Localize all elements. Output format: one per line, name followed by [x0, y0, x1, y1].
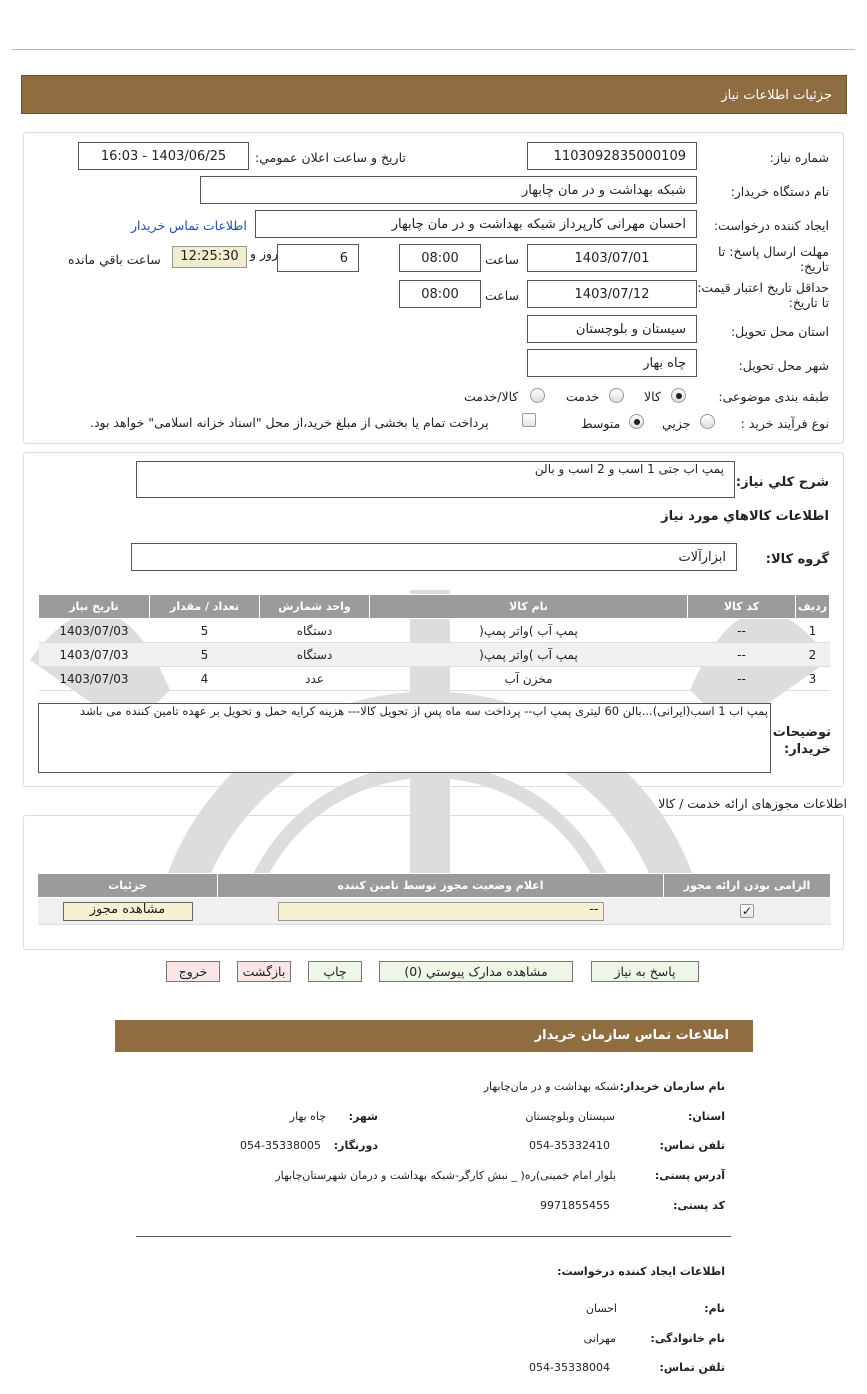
cell-code: --	[688, 619, 796, 643]
cell-code: --	[688, 643, 796, 667]
col-permit-status: اعلام وضعیت مجوز توسط تامین کننده	[218, 874, 664, 898]
reply-button[interactable]: پاسخ به نیاز	[591, 961, 699, 982]
cell-date: 1403/07/03	[39, 667, 150, 691]
back-button[interactable]: بازگشت	[237, 961, 291, 982]
phone-value: 054-35332410	[529, 1139, 610, 1152]
province-label: استان محل تحویل:	[730, 324, 829, 339]
city-label: شهر محل تحویل:	[738, 358, 829, 373]
contact-header: اطلاعات تماس سازمان خریدار	[115, 1020, 753, 1052]
buyer-notes-label: توضیحات خریدار:	[772, 725, 831, 757]
name-label: نام:	[704, 1302, 725, 1315]
process-label: نوع فرآیند خرید :	[740, 416, 829, 431]
creator-field: احسان مهرانی کارپرداز شبکه بهداشت و در مان چابهار	[255, 210, 697, 238]
process-medium-radio[interactable]	[629, 414, 644, 429]
buyer-contact-link[interactable]: اطلاعات تماس خریدار	[131, 218, 247, 233]
validity-label: حداقل تاریخ اعتبار قیمت: تا تاریخ:	[697, 280, 829, 310]
cell-qty: 5	[150, 643, 260, 667]
table-row	[39, 619, 830, 643]
creator-phone-label: تلفن تماس:	[659, 1361, 725, 1374]
creator-info-title: اطلاعات ایجاد کننده درخواست:	[557, 1265, 725, 1278]
process-partial-label: جزیي	[662, 416, 691, 431]
col-unit: واحد شمارش	[260, 595, 370, 619]
print-button[interactable]: چاپ	[308, 961, 362, 982]
buyer-notes-field: پمپ اب 1 اسب(ایرانی)...بالن 60 لیتری پمپ اب-- پرداخت سه ماه پس از تحویل کالا--- هزینه کرایه حمل و تحویل بر عهده تامین کننده می باشد	[38, 703, 771, 773]
treasury-checkbox[interactable]	[522, 413, 536, 427]
goods-group-label: گروه کالا:	[765, 552, 829, 567]
col-date: تاریخ نیاز	[39, 595, 150, 619]
deadline-label: مهلت ارسال پاسخ: تا تاریخ:	[718, 244, 829, 274]
col-code: کد کالا	[688, 595, 796, 619]
goods-info-heading: اطلاعات کالاهاي مورد نیاز	[661, 509, 829, 524]
cell-code: --	[688, 667, 796, 691]
validity-time-label: ساعت	[485, 288, 520, 303]
category-both-radio[interactable]	[530, 388, 545, 403]
goods-table	[38, 594, 830, 691]
permit-required-checkbox[interactable]: ✓	[741, 904, 753, 918]
creator-label: ایجاد کننده درخواست:	[713, 218, 829, 233]
deadline-time-label: ساعت	[485, 252, 520, 267]
city-field: چاه بهار	[527, 349, 697, 377]
creator-phone-value: 054-35338004	[529, 1361, 610, 1374]
need-number-label: شماره نیاز:	[769, 150, 829, 165]
goods-group-field: ابزارآلات	[131, 543, 737, 571]
attachments-button[interactable]: مشاهده مدارک پیوستي (0)	[379, 961, 573, 982]
cell-date: 1403/07/03	[39, 619, 150, 643]
permits-table	[37, 873, 831, 925]
validity-time-field: 08:00	[399, 280, 481, 308]
top-divider	[12, 49, 855, 50]
cell-qty: 5	[150, 619, 260, 643]
cell-row: 1	[796, 619, 830, 643]
days-field: 6	[277, 244, 359, 272]
countdown-timer: 12:25:30	[172, 246, 247, 268]
view-permit-button[interactable]: مشاهده مجوز	[63, 902, 193, 921]
category-service-radio[interactable]	[609, 388, 624, 403]
name-value: احسان	[585, 1302, 617, 1315]
permit-details-cell	[38, 898, 218, 925]
province-field: سیستان و بلوچستان	[527, 315, 697, 343]
need-number-field: 1103092835000109	[527, 142, 697, 170]
col-permit-required: الزامی بودن ارائه مجوز	[664, 874, 831, 898]
table-row	[39, 667, 830, 691]
category-label: طبقه بندی موضوعی:	[718, 389, 829, 404]
cell-date: 1403/07/03	[39, 643, 150, 667]
cell-row: 3	[796, 667, 830, 691]
cell-unit: دستگاه	[260, 619, 370, 643]
address-label: آدرس پستی:	[654, 1169, 725, 1182]
exit-button[interactable]: خروج	[166, 961, 220, 982]
validity-date-field: 1403/07/12	[527, 280, 697, 308]
col-name: نام کالا	[370, 595, 688, 619]
deadline-date-field: 1403/07/01	[527, 244, 697, 272]
postal-label: کد پستی:	[673, 1199, 725, 1212]
deadline-time-field: 08:00	[399, 244, 481, 272]
cell-name: پمپ آب )واتر پمپ(	[370, 619, 688, 643]
postal-value: 9971855455	[540, 1199, 610, 1212]
cell-qty: 4	[150, 667, 260, 691]
treasury-note: پرداخت تمام یا بخشی از مبلغ خرید،از محل "اسناد خزانه اسلامی" خواهد بود.	[90, 415, 489, 430]
col-row: رديف	[796, 595, 830, 619]
permit-status-cell	[218, 898, 664, 925]
phone-label: تلفن تماس:	[659, 1139, 725, 1152]
contact-divider	[136, 1236, 731, 1237]
cell-unit: دستگاه	[260, 643, 370, 667]
city-contact-label: شهر:	[348, 1110, 378, 1123]
city-contact-value: چاه بهار	[289, 1110, 326, 1123]
category-service-label: خدمت	[566, 389, 600, 404]
category-goods-label: کالا	[644, 389, 661, 404]
category-both-label: کالا/خدمت	[464, 389, 519, 404]
fax-value: 054-35338005	[240, 1139, 321, 1152]
family-value: مهرانی	[583, 1332, 616, 1345]
remaining-label: ساعت باقي مانده	[68, 252, 161, 267]
summary-label: شرح کلي نیاز:	[735, 475, 829, 490]
province-contact-value: سیستان وبلوچستان	[525, 1110, 615, 1123]
table-row	[38, 898, 831, 925]
process-medium-label: متوسط	[581, 416, 621, 431]
org-value: شبکه بهداشت و در مان‌چابهار	[483, 1080, 619, 1093]
announce-field: 1403/06/25 - 16:03	[78, 142, 249, 170]
days-label: روز و	[250, 246, 279, 261]
fax-label: دورنگار:	[333, 1139, 378, 1152]
org-label: نام سازمان خریدار:	[619, 1080, 725, 1093]
process-partial-radio[interactable]	[700, 414, 715, 429]
cell-row: 2	[796, 643, 830, 667]
cell-name: مخزن آب	[370, 667, 688, 691]
address-value: بلوار امام خمینی)ره( _ نبش کارگر-شبکه بهداشت و درمان شهرستان‌چابهار	[275, 1169, 616, 1182]
cell-name: پمپ آب )واتر پمپ(	[370, 643, 688, 667]
col-permit-details: جزئیات	[38, 874, 218, 898]
permits-title: اطلاعات مجوزهای ارائه خدمت / کالا	[658, 796, 847, 811]
announce-label: تاریخ و ساعت اعلان عمومي:	[255, 150, 406, 165]
col-qty: تعداد / مقدار	[150, 595, 260, 619]
permit-required-cell	[664, 898, 831, 925]
buyer-org-field: شبکه بهداشت و در مان چابهار	[200, 176, 697, 204]
permit-status-field: --	[278, 902, 604, 921]
cell-unit: عدد	[260, 667, 370, 691]
page-header: جزئیات اطلاعات نیاز	[21, 75, 847, 114]
table-row	[39, 643, 830, 667]
buyer-org-label: نام دستگاه خریدار:	[730, 184, 829, 199]
category-goods-radio[interactable]	[671, 388, 686, 403]
province-contact-label: استان:	[688, 1110, 725, 1123]
summary-field: پمپ اب جتی 1 اسب و 2 اسب و بالن	[136, 461, 735, 498]
family-label: نام خانوادگی:	[650, 1332, 725, 1345]
